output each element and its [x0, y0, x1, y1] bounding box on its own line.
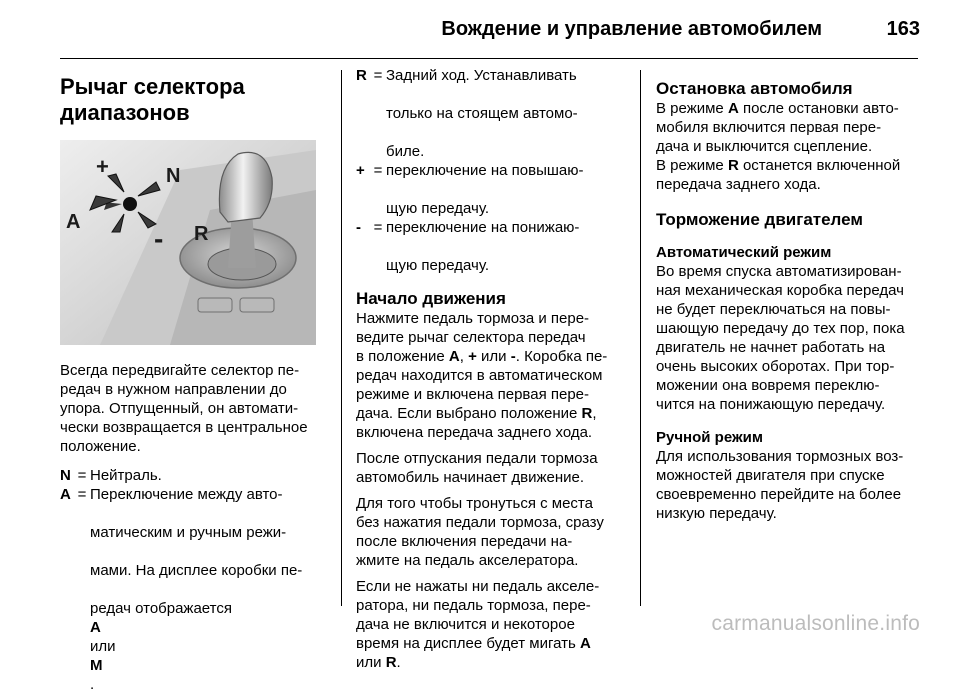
- header-rule: [60, 58, 918, 59]
- manual-mode-subheading: Ручной режим: [656, 429, 763, 446]
- def-term-plus: +: [356, 162, 365, 179]
- start-heading: Начало движения: [356, 289, 506, 308]
- figure-label-plus: +: [96, 154, 109, 179]
- def-term-n: N: [60, 467, 71, 484]
- def-text-r: Задний ход. Устанавливать только на стоящем автомо- биле.: [386, 67, 578, 160]
- def-text-n: Нейтраль.: [90, 467, 162, 484]
- site-watermark: carmanualsonline.info: [711, 612, 920, 635]
- position-definitions: N = Нейтраль. A = Переключение между авто- матическим и ручным режи- мами. На дисплее коробки пе- редач отображается A или M .: [60, 466, 328, 694]
- engine-braking-heading: Торможение двигателем: [656, 210, 863, 229]
- figure-label-minus: -: [154, 223, 164, 254]
- start-paragraph-2: После отпускания педали тормоза автомобиль начинает движение.: [356, 450, 598, 486]
- column-divider-2: [640, 70, 641, 606]
- def-term-r: R: [356, 67, 367, 84]
- start-paragraph-3: Для того чтобы тронуться с места без нажатия педали тормоза, сразу после включения передачи на- жмите на педаль акселератора.: [356, 495, 604, 569]
- column-1: [60, 72, 328, 694]
- def-term-minus: -: [356, 219, 361, 236]
- gear-selector-photo: [60, 140, 316, 345]
- def-text-minus: переключение на понижаю- щую передачу.: [386, 219, 580, 274]
- figure-label-r: R: [194, 223, 209, 245]
- start-paragraph-1: Нажмите педаль тормоза и пере- ведите рычаг селектора передач в положение A, + или -. Коробка пе- редач находится в автоматическом режиме и включена первая пере- дача. Если выбрано положение R, включена передача заднего хода.: [356, 310, 608, 441]
- automatic-mode-paragraph: Во время спуска автоматизирован- ная механическая коробка передач не будет переключаться на повы- шающую передачу до тех пор, пока двигатель не начнет работать на очень высоких оборотах. При тор- можении она вовремя переклю- чится на понижающую передачу.: [656, 263, 905, 413]
- automatic-mode-subheading: Автоматический режим: [656, 244, 832, 261]
- gear-selector-illustration: [60, 140, 316, 345]
- start-paragraph-4: Если не нажаты ни педаль акселе- ратора, ни педаль тормоза, пере- дача не включится и некоторое время на дисплее будет мигать A или R.: [356, 578, 600, 671]
- section-heading: Рычаг селектора диапазонов: [60, 74, 245, 125]
- page-header-title: Вождение и управление автомобилем: [441, 18, 822, 40]
- stopping-heading: Остановка автомобиля: [656, 79, 853, 98]
- column-divider-1: [341, 70, 342, 606]
- manual-mode-paragraph: Для использования тормозных воз- можностей двигателя при спуске своевременно перейдите на более низкую передачу.: [656, 448, 904, 522]
- intro-paragraph: Всегда передвигайте селектор пе- редач в нужном направлении до упора. Отпущенный, он автомати- чески возвращается в центральное положение.: [60, 362, 308, 455]
- stopping-paragraph: В режиме A после остановки авто- мобиля включится первая пере- дача и выключится сцепление. В режиме R останется включенной передача заднего хода.: [656, 100, 901, 193]
- column-3: [656, 78, 926, 523]
- def-term-a: A: [60, 486, 71, 503]
- shift-definitions: R = Задний ход. Устанавливать только на стоящем автомо- биле. + = переключение на повышаю- щую передачу. - = переключение на понижаю- щую передачу.: [356, 66, 628, 275]
- def-text-plus: переключение на повышаю- щую передачу.: [386, 162, 584, 217]
- def-text-a: Переключение между авто- матическим и ручным режи- мами. На дисплее коробки пе- редач отображается A или M .: [90, 486, 303, 693]
- figure-label-n: N: [166, 165, 181, 187]
- page-number: 163: [886, 18, 920, 40]
- figure-label-a: A: [66, 211, 81, 233]
- column-2: [356, 66, 628, 672]
